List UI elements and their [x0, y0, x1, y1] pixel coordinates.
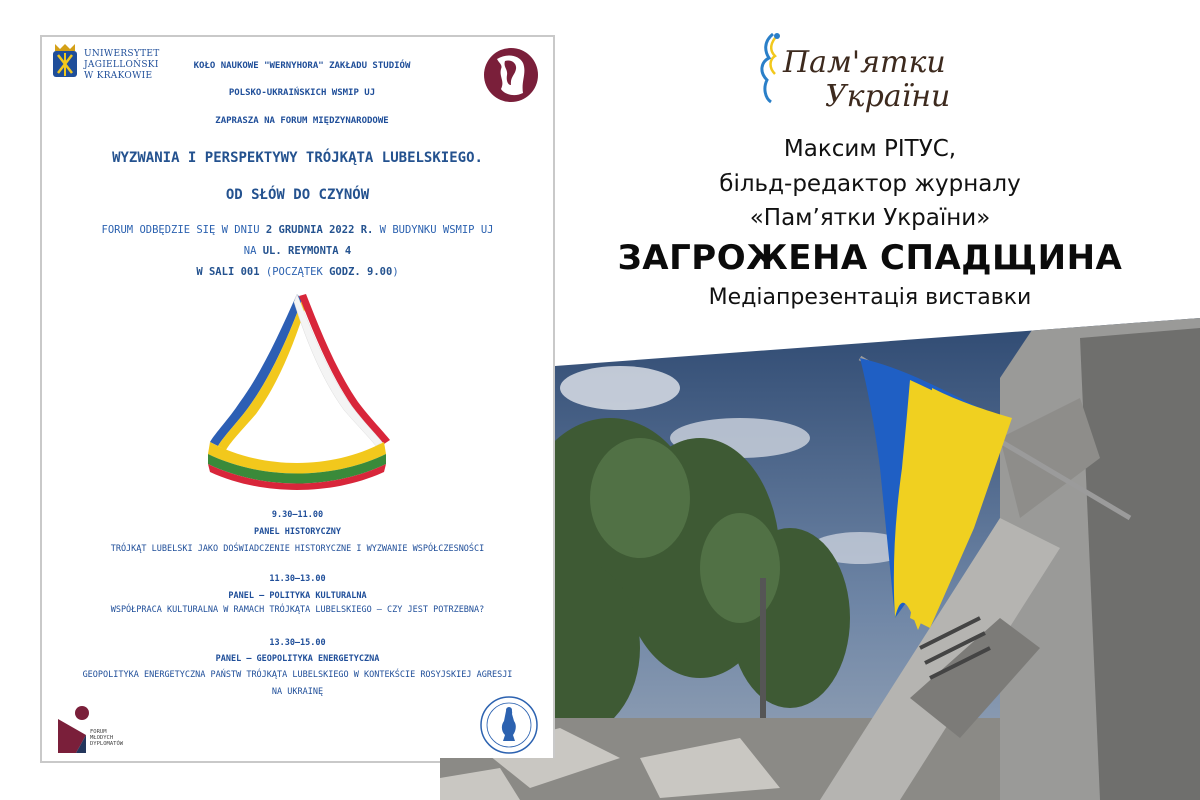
- jagiellonian-crest-icon: [52, 43, 78, 79]
- program-panel: PANEL HISTORYCZNY: [254, 527, 341, 537]
- brand-line-2: України: [825, 79, 951, 114]
- author-role: більд-редактор журналу: [719, 171, 1021, 197]
- organizer-line: POLSKO-UKRAIŃSKICH WSMIP UJ: [228, 88, 376, 98]
- program-topic: TRÓJKĄT LUBELSKI JAKO DOŚWIADCZENIE HISTORYCZNE I WYZWANIE WSPÓŁCZESNOŚCI: [110, 544, 485, 554]
- info-text: (POCZĄTEK: [259, 266, 330, 278]
- university-name-line: JAGIELLOŃSKI: [84, 60, 159, 70]
- forum-address-line: [42, 245, 553, 257]
- university-name: [84, 49, 160, 82]
- info-text: W BUDYNKU WSMIP UJ: [373, 224, 494, 236]
- info-text: NA: [243, 245, 263, 257]
- info-text: ): [392, 266, 399, 278]
- program-panel: PANEL – POLITYKA KULTURALNA: [228, 591, 367, 601]
- program-topic: WSPÓŁPRACA KULTURALNA W RAMACH TRÓJKĄTA LUBELSKIEGO – CZY JEST POTRZEBNA?: [110, 605, 485, 615]
- info-text: FORUM ODBĘDZIE SIĘ W DNIU: [101, 224, 266, 236]
- program-topic: NA UKRAINĘ: [271, 687, 324, 697]
- university-name-line: UNIWERSYTET: [84, 49, 160, 59]
- program-time: 9.30–11.00: [271, 510, 324, 520]
- brand-line-1: Пам'ятки: [783, 45, 946, 80]
- forum-subtitle: OD SŁÓW DO CZYNÓW: [225, 187, 370, 203]
- forum-address: UL. REYMONTA 4: [262, 245, 352, 257]
- forum-logo-text: [90, 729, 123, 747]
- forum-room-line: [42, 266, 553, 278]
- pamiatky-ukrainy-logo: [755, 28, 985, 120]
- forum-start-time: GODZ. 9.00: [329, 266, 393, 278]
- wernyhora-circle-logo-icon: [483, 47, 539, 103]
- forum-logo-text-line: DYPLOMATÓW: [90, 741, 124, 747]
- forum-title: WYZWANIA I PERSPEKTYWY TRÓJKĄTA LUBELSKIEGO.: [112, 150, 483, 166]
- exhibition-subtitle: Медіапрезентація виставки: [708, 285, 1032, 310]
- author-name: Максим РІТУС,: [783, 136, 957, 162]
- university-name-line: W KRAKOWIE: [84, 71, 153, 81]
- lublin-triangle-ribbon-icon: [202, 292, 392, 492]
- program-panel: PANEL – GEOPOLITYKA ENERGETYCZNA: [215, 654, 380, 664]
- forum-room: W SALI 001: [196, 266, 260, 278]
- exhibition-title: ЗАГРОЖЕНА СПАДЩИНА: [617, 238, 1123, 278]
- program-topic: GEOPOLITYKA ENERGETYCZNA PAŃSTW TRÓJKĄTA LUBELSKIEGO W KONTEKŚCIE ROSYJSKIEJ AGRESJI: [82, 670, 513, 680]
- author-magazine: «Пам’ятки України»: [749, 205, 991, 231]
- program-time: 13.30–15.00: [269, 638, 326, 648]
- forum-date: 2 GRUDNIA 2022 R.: [265, 224, 374, 236]
- organizer-line: KOŁO NAUKOWE "WERNYHORA" ZAKŁADU STUDIÓW: [193, 61, 411, 71]
- forum-logo-text-line: MŁODYCH: [90, 735, 114, 741]
- forum-date-line: [42, 224, 553, 236]
- forum-logo-text-line: FORUM: [90, 729, 107, 735]
- destroyed-building-flag-photo: [440, 318, 1200, 800]
- invitation-line: ZAPRASZA NA FORUM MIĘDZYNARODOWE: [215, 116, 389, 126]
- program-time: 11.30–13.00: [269, 574, 326, 584]
